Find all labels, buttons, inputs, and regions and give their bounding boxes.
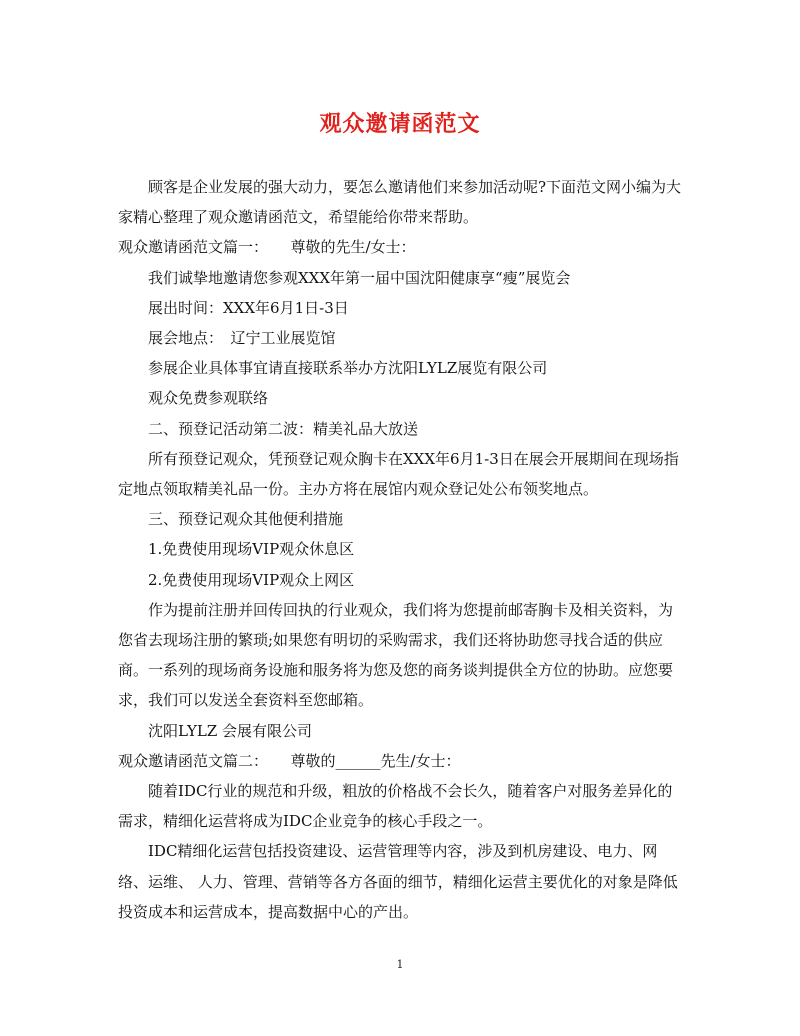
paragraph-idc-operations: IDC精细化运营包括投资建设、运营管理等内容，涉及到机房建设、电力、网络、运维、 人力、管理、营销等各方各面的细节，精细化运营主要优化的对象是降低投资成本和运营成本，提高数据中心的产出。 xyxy=(118,842,678,921)
paragraph-intro: 顾客是企业发展的强大动力，要怎么邀请他们来参加活动呢?下面范文网小编为大家精心整理了观众邀请函范文，希望能给你带来帮助。 xyxy=(118,178,682,227)
paragraph-sample-two-heading: 观众邀请函范文篇二： 尊敬的______先生/女士： xyxy=(118,751,461,770)
paragraph-invitation: 我们诚挚地邀请您参观XXX年第一届中国沈阳健康享“瘦”展览会 xyxy=(148,268,571,287)
paragraph-exhibition-location: 展会地点： 辽宁工业展览馆 xyxy=(148,329,336,348)
paragraph-free-visit: 观众免费参观联络 xyxy=(148,389,269,408)
paragraph-registration-benefits: 作为提前注册并回传回执的行业观众，我们将为您提前邮寄胸卡及相关资料，为您省去现场注册的繁琐;如果您有明切的采购需求，我们还将协助您寻找合适的供应商。一系列的现场商务设施和服务将为您及您的商务谈判提供全方位的协助。应您要求，我们可以发送全套资料至您邮箱。 xyxy=(118,600,674,710)
page-number: 1 xyxy=(396,958,404,971)
paragraph-vip-internet: 2.免费使用现场VIP观众上网区 xyxy=(148,570,355,589)
paragraph-pre-registration-heading: 二、预登记活动第二波：精美礼品大放送 xyxy=(148,419,419,438)
document-body xyxy=(118,172,684,927)
document-title: 观众邀请函范文 xyxy=(319,111,481,137)
paragraph-contact: 参展企业具体事宜请直接联系举办方沈阳LYLZ展览有限公司 xyxy=(148,359,548,378)
paragraph-vip-lounge: 1.免费使用现场VIP观众休息区 xyxy=(148,540,355,559)
paragraph-convenience-heading: 三、预登记观众其他便利措施 xyxy=(148,510,344,529)
paragraph-exhibition-time: 展出时间：XXX年6月1日-3日 xyxy=(148,298,349,317)
paragraph-sample-one-heading: 观众邀请函范文篇一： 尊敬的先生/女士： xyxy=(118,238,416,257)
paragraph-company-signature: 沈阳LYLZ 会展有限公司 xyxy=(148,721,313,740)
paragraph-gift-details: 所有预登记观众，凭预登记观众胸卡在XXX年6月1-3日在展会开展期间在现场指定地点领取精美礼品一份。主办方将在展馆内观众登记处公布领奖地点。 xyxy=(118,449,679,499)
paragraph-idc-industry: 随着IDC行业的规范和升级，粗放的价格战不会长久，随着客户对服务差异化的需求，精细化运营将成为IDC企业竞争的核心手段之一。 xyxy=(118,782,673,831)
